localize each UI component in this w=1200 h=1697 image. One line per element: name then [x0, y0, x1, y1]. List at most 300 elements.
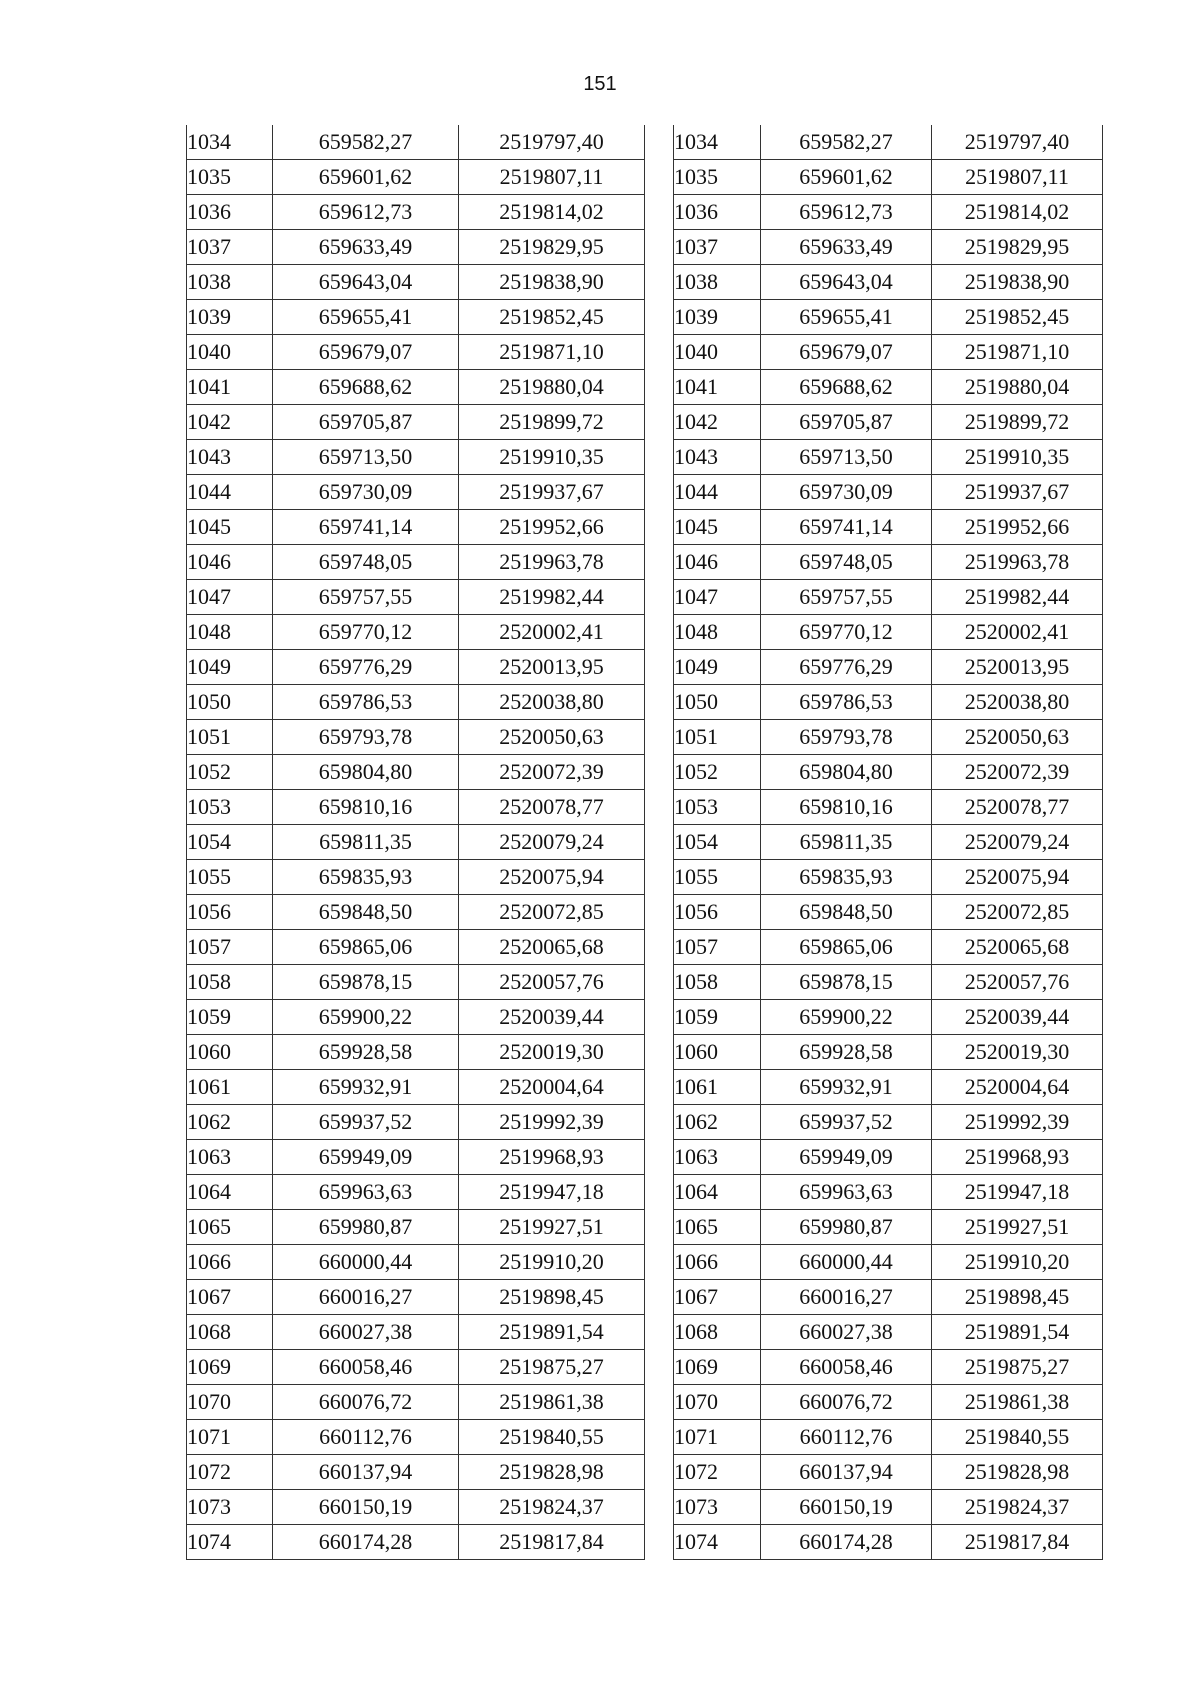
y-coordinate-cell: 2520002,41: [932, 615, 1103, 650]
x-coordinate-cell: 659705,87: [761, 405, 932, 440]
table-row: [187, 615, 645, 650]
x-coordinate-cell: 659900,22: [761, 1000, 932, 1035]
y-coordinate-cell: 2519899,72: [459, 405, 645, 440]
table-row: [187, 1245, 645, 1280]
point-number-cell: 1052: [674, 755, 761, 790]
point-number-cell: 1048: [674, 615, 761, 650]
y-coordinate-cell: 2519840,55: [932, 1420, 1103, 1455]
x-coordinate-cell: 659878,15: [761, 965, 932, 1000]
table-row: [674, 1385, 1103, 1420]
table-row: [674, 1105, 1103, 1140]
point-number-cell: 1056: [187, 895, 273, 930]
y-coordinate-cell: 2519927,51: [459, 1210, 645, 1245]
point-number-cell: 1048: [187, 615, 273, 650]
y-coordinate-cell: 2519982,44: [932, 580, 1103, 615]
point-number-cell: 1058: [187, 965, 273, 1000]
y-coordinate-cell: 2520072,39: [459, 755, 645, 790]
x-coordinate-cell: 659730,09: [273, 475, 459, 510]
table-row: [187, 790, 645, 825]
table-row: [674, 1280, 1103, 1315]
point-number-cell: 1072: [674, 1455, 761, 1490]
table-row: [187, 510, 645, 545]
table-row: [674, 370, 1103, 405]
y-coordinate-cell: 2520057,76: [459, 965, 645, 1000]
point-number-cell: 1070: [187, 1385, 273, 1420]
point-number-cell: 1064: [674, 1175, 761, 1210]
table-row: [674, 440, 1103, 475]
table-row: [674, 1070, 1103, 1105]
y-coordinate-cell: 2520075,94: [932, 860, 1103, 895]
point-number-cell: 1035: [187, 160, 273, 195]
point-number-cell: 1067: [674, 1280, 761, 1315]
x-coordinate-cell: 659748,05: [761, 545, 932, 580]
point-number-cell: 1072: [187, 1455, 273, 1490]
point-number-cell: 1053: [674, 790, 761, 825]
x-coordinate-cell: 660174,28: [761, 1525, 932, 1560]
y-coordinate-cell: 2520078,77: [459, 790, 645, 825]
point-number-cell: 1039: [187, 300, 273, 335]
x-coordinate-cell: 659633,49: [273, 230, 459, 265]
point-number-cell: 1041: [187, 370, 273, 405]
point-number-cell: 1053: [187, 790, 273, 825]
x-coordinate-cell: 659643,04: [273, 265, 459, 300]
y-coordinate-cell: 2520039,44: [932, 1000, 1103, 1035]
x-coordinate-cell: 659770,12: [761, 615, 932, 650]
x-coordinate-cell: 659713,50: [761, 440, 932, 475]
y-coordinate-cell: 2519898,45: [932, 1280, 1103, 1315]
x-coordinate-cell: 659655,41: [761, 300, 932, 335]
y-coordinate-cell: 2519968,93: [459, 1140, 645, 1175]
x-coordinate-cell: 659878,15: [273, 965, 459, 1000]
y-coordinate-cell: 2519829,95: [459, 230, 645, 265]
point-number-cell: 1046: [674, 545, 761, 580]
coordinates-table-right: [673, 125, 1103, 1560]
table-row: [674, 160, 1103, 195]
table-row: [187, 1000, 645, 1035]
y-coordinate-cell: 2519838,90: [932, 265, 1103, 300]
table-row: [187, 160, 645, 195]
x-coordinate-cell: 659980,87: [273, 1210, 459, 1245]
point-number-cell: 1069: [674, 1350, 761, 1385]
y-coordinate-cell: 2519814,02: [459, 195, 645, 230]
x-coordinate-cell: 659741,14: [761, 510, 932, 545]
x-coordinate-cell: 660000,44: [273, 1245, 459, 1280]
y-coordinate-cell: 2520004,64: [459, 1070, 645, 1105]
y-coordinate-cell: 2520072,39: [932, 755, 1103, 790]
point-number-cell: 1049: [187, 650, 273, 685]
table-row: [187, 1455, 645, 1490]
x-coordinate-cell: 659865,06: [273, 930, 459, 965]
y-coordinate-cell: 2520019,30: [932, 1035, 1103, 1070]
table-row: [187, 265, 645, 300]
coordinates-table-left: [186, 125, 645, 1560]
table-row: [674, 1525, 1103, 1560]
x-coordinate-cell: 659848,50: [761, 895, 932, 930]
y-coordinate-cell: 2519840,55: [459, 1420, 645, 1455]
x-coordinate-cell: 659928,58: [273, 1035, 459, 1070]
y-coordinate-cell: 2519852,45: [932, 300, 1103, 335]
y-coordinate-cell: 2519910,20: [459, 1245, 645, 1280]
point-number-cell: 1039: [674, 300, 761, 335]
x-coordinate-cell: 659601,62: [273, 160, 459, 195]
x-coordinate-cell: 659705,87: [273, 405, 459, 440]
point-number-cell: 1043: [674, 440, 761, 475]
point-number-cell: 1051: [187, 720, 273, 755]
y-coordinate-cell: 2519824,37: [932, 1490, 1103, 1525]
point-number-cell: 1057: [187, 930, 273, 965]
y-coordinate-cell: 2519824,37: [459, 1490, 645, 1525]
point-number-cell: 1047: [187, 580, 273, 615]
point-number-cell: 1070: [674, 1385, 761, 1420]
table-row: [187, 440, 645, 475]
page-number: 151: [583, 73, 617, 95]
x-coordinate-cell: 659679,07: [761, 335, 932, 370]
x-coordinate-cell: 659963,63: [761, 1175, 932, 1210]
table-row: [674, 265, 1103, 300]
point-number-cell: 1062: [187, 1105, 273, 1140]
y-coordinate-cell: 2519880,04: [459, 370, 645, 405]
x-coordinate-cell: 659835,93: [761, 860, 932, 895]
table-row: [187, 1140, 645, 1175]
y-coordinate-cell: 2519797,40: [932, 125, 1103, 160]
table-row: [187, 1385, 645, 1420]
x-coordinate-cell: 659848,50: [273, 895, 459, 930]
y-coordinate-cell: 2520038,80: [459, 685, 645, 720]
x-coordinate-cell: 659793,78: [761, 720, 932, 755]
table-row: [187, 650, 645, 685]
y-coordinate-cell: 2519992,39: [459, 1105, 645, 1140]
y-coordinate-cell: 2519797,40: [459, 125, 645, 160]
table-row: [187, 1350, 645, 1385]
point-number-cell: 1059: [187, 1000, 273, 1035]
table-row: [674, 860, 1103, 895]
table-row: [187, 545, 645, 580]
x-coordinate-cell: 659757,55: [761, 580, 932, 615]
table-row: [674, 1490, 1103, 1525]
table-row: [187, 755, 645, 790]
x-coordinate-cell: 659582,27: [761, 125, 932, 160]
point-number-cell: 1054: [187, 825, 273, 860]
x-coordinate-cell: 659865,06: [761, 930, 932, 965]
x-coordinate-cell: 659937,52: [273, 1105, 459, 1140]
y-coordinate-cell: 2519817,84: [459, 1525, 645, 1560]
point-number-cell: 1061: [187, 1070, 273, 1105]
x-coordinate-cell: 659804,80: [273, 755, 459, 790]
point-number-cell: 1049: [674, 650, 761, 685]
x-coordinate-cell: 659810,16: [273, 790, 459, 825]
table-row: [674, 1035, 1103, 1070]
table-row: [187, 1315, 645, 1350]
table-row: [674, 965, 1103, 1000]
point-number-cell: 1041: [674, 370, 761, 405]
table-row: [674, 1315, 1103, 1350]
x-coordinate-cell: 659776,29: [273, 650, 459, 685]
point-number-cell: 1054: [674, 825, 761, 860]
point-number-cell: 1071: [187, 1420, 273, 1455]
y-coordinate-cell: 2519828,98: [459, 1455, 645, 1490]
point-number-cell: 1037: [187, 230, 273, 265]
y-coordinate-cell: 2519807,11: [932, 160, 1103, 195]
point-number-cell: 1059: [674, 1000, 761, 1035]
y-coordinate-cell: 2519817,84: [932, 1525, 1103, 1560]
x-coordinate-cell: 659713,50: [273, 440, 459, 475]
table-row: [674, 545, 1103, 580]
x-coordinate-cell: 659949,09: [273, 1140, 459, 1175]
table-row: [187, 1070, 645, 1105]
point-number-cell: 1064: [187, 1175, 273, 1210]
x-coordinate-cell: 659980,87: [761, 1210, 932, 1245]
x-coordinate-cell: 660016,27: [761, 1280, 932, 1315]
table-row: [187, 475, 645, 510]
point-number-cell: 1063: [187, 1140, 273, 1175]
y-coordinate-cell: 2520079,24: [932, 825, 1103, 860]
table-row: [674, 125, 1103, 160]
y-coordinate-cell: 2519880,04: [932, 370, 1103, 405]
table-row: [674, 510, 1103, 545]
y-coordinate-cell: 2519963,78: [459, 545, 645, 580]
x-coordinate-cell: 659811,35: [273, 825, 459, 860]
y-coordinate-cell: 2520013,95: [932, 650, 1103, 685]
table-row: [674, 755, 1103, 790]
x-coordinate-cell: 659900,22: [273, 1000, 459, 1035]
y-coordinate-cell: 2520078,77: [932, 790, 1103, 825]
x-coordinate-cell: 660150,19: [761, 1490, 932, 1525]
point-number-cell: 1050: [674, 685, 761, 720]
table-row: [674, 1210, 1103, 1245]
point-number-cell: 1074: [187, 1525, 273, 1560]
point-number-cell: 1045: [674, 510, 761, 545]
x-coordinate-cell: 660076,72: [761, 1385, 932, 1420]
point-number-cell: 1042: [187, 405, 273, 440]
point-number-cell: 1035: [674, 160, 761, 195]
coordinates-table-left-body: [187, 125, 645, 1560]
x-coordinate-cell: 659582,27: [273, 125, 459, 160]
table-row: [674, 405, 1103, 440]
point-number-cell: 1073: [674, 1490, 761, 1525]
y-coordinate-cell: 2519891,54: [932, 1315, 1103, 1350]
table-row: [674, 1175, 1103, 1210]
x-coordinate-cell: 659786,53: [761, 685, 932, 720]
x-coordinate-cell: 660058,46: [273, 1350, 459, 1385]
x-coordinate-cell: 659937,52: [761, 1105, 932, 1140]
table-row: [674, 1140, 1103, 1175]
x-coordinate-cell: 660058,46: [761, 1350, 932, 1385]
table-row: [674, 475, 1103, 510]
point-number-cell: 1037: [674, 230, 761, 265]
point-number-cell: 1055: [674, 860, 761, 895]
y-coordinate-cell: 2519899,72: [932, 405, 1103, 440]
y-coordinate-cell: 2520002,41: [459, 615, 645, 650]
y-coordinate-cell: 2520039,44: [459, 1000, 645, 1035]
point-number-cell: 1058: [674, 965, 761, 1000]
y-coordinate-cell: 2519814,02: [932, 195, 1103, 230]
point-number-cell: 1056: [674, 895, 761, 930]
table-row: [187, 895, 645, 930]
table-row: [187, 230, 645, 265]
y-coordinate-cell: 2519952,66: [459, 510, 645, 545]
table-row: [187, 300, 645, 335]
table-row: [187, 1105, 645, 1140]
point-number-cell: 1068: [187, 1315, 273, 1350]
y-coordinate-cell: 2519982,44: [459, 580, 645, 615]
point-number-cell: 1044: [674, 475, 761, 510]
point-number-cell: 1065: [674, 1210, 761, 1245]
point-number-cell: 1066: [187, 1245, 273, 1280]
x-coordinate-cell: 659757,55: [273, 580, 459, 615]
point-number-cell: 1067: [187, 1280, 273, 1315]
table-row: [674, 1455, 1103, 1490]
y-coordinate-cell: 2519992,39: [932, 1105, 1103, 1140]
x-coordinate-cell: 659601,62: [761, 160, 932, 195]
point-number-cell: 1038: [187, 265, 273, 300]
x-coordinate-cell: 659811,35: [761, 825, 932, 860]
x-coordinate-cell: 660000,44: [761, 1245, 932, 1280]
y-coordinate-cell: 2520075,94: [459, 860, 645, 895]
y-coordinate-cell: 2519829,95: [932, 230, 1103, 265]
y-coordinate-cell: 2519963,78: [932, 545, 1103, 580]
y-coordinate-cell: 2519861,38: [459, 1385, 645, 1420]
table-row: [187, 335, 645, 370]
point-number-cell: 1074: [674, 1525, 761, 1560]
y-coordinate-cell: 2519952,66: [932, 510, 1103, 545]
y-coordinate-cell: 2519910,35: [932, 440, 1103, 475]
y-coordinate-cell: 2520079,24: [459, 825, 645, 860]
x-coordinate-cell: 659932,91: [273, 1070, 459, 1105]
table-row: [187, 405, 645, 440]
y-coordinate-cell: 2519807,11: [459, 160, 645, 195]
table-row: [187, 125, 645, 160]
y-coordinate-cell: 2519875,27: [459, 1350, 645, 1385]
y-coordinate-cell: 2519891,54: [459, 1315, 645, 1350]
point-number-cell: 1066: [674, 1245, 761, 1280]
table-row: [187, 1490, 645, 1525]
coordinates-table-right-body: [674, 125, 1103, 1560]
point-number-cell: 1060: [187, 1035, 273, 1070]
point-number-cell: 1065: [187, 1210, 273, 1245]
table-row: [187, 1175, 645, 1210]
table-row: [674, 300, 1103, 335]
x-coordinate-cell: 660076,72: [273, 1385, 459, 1420]
point-number-cell: 1060: [674, 1035, 761, 1070]
x-coordinate-cell: 659748,05: [273, 545, 459, 580]
table-row: [674, 1000, 1103, 1035]
y-coordinate-cell: 2520038,80: [932, 685, 1103, 720]
point-number-cell: 1034: [187, 125, 273, 160]
point-number-cell: 1055: [187, 860, 273, 895]
table-row: [674, 930, 1103, 965]
table-row: [674, 1420, 1103, 1455]
y-coordinate-cell: 2519968,93: [932, 1140, 1103, 1175]
y-coordinate-cell: 2519947,18: [932, 1175, 1103, 1210]
y-coordinate-cell: 2519828,98: [932, 1455, 1103, 1490]
x-coordinate-cell: 659793,78: [273, 720, 459, 755]
y-coordinate-cell: 2520050,63: [459, 720, 645, 755]
x-coordinate-cell: 659730,09: [761, 475, 932, 510]
x-coordinate-cell: 660137,94: [761, 1455, 932, 1490]
x-coordinate-cell: 659688,62: [273, 370, 459, 405]
y-coordinate-cell: 2519937,67: [459, 475, 645, 510]
y-coordinate-cell: 2519898,45: [459, 1280, 645, 1315]
point-number-cell: 1057: [674, 930, 761, 965]
table-row: [187, 1035, 645, 1070]
y-coordinate-cell: 2519838,90: [459, 265, 645, 300]
point-number-cell: 1061: [674, 1070, 761, 1105]
table-row: [187, 685, 645, 720]
table-row: [187, 720, 645, 755]
x-coordinate-cell: 660112,76: [273, 1420, 459, 1455]
table-row: [674, 230, 1103, 265]
y-coordinate-cell: 2519937,67: [932, 475, 1103, 510]
x-coordinate-cell: 659612,73: [761, 195, 932, 230]
x-coordinate-cell: 660150,19: [273, 1490, 459, 1525]
x-coordinate-cell: 659679,07: [273, 335, 459, 370]
y-coordinate-cell: 2520050,63: [932, 720, 1103, 755]
point-number-cell: 1044: [187, 475, 273, 510]
table-row: [674, 195, 1103, 230]
point-number-cell: 1043: [187, 440, 273, 475]
point-number-cell: 1073: [187, 1490, 273, 1525]
table-row: [674, 895, 1103, 930]
x-coordinate-cell: 659786,53: [273, 685, 459, 720]
table-row: [187, 930, 645, 965]
table-row: [187, 370, 645, 405]
x-coordinate-cell: 659643,04: [761, 265, 932, 300]
table-row: [674, 1245, 1103, 1280]
table-row: [674, 790, 1103, 825]
x-coordinate-cell: 660027,38: [273, 1315, 459, 1350]
point-number-cell: 1045: [187, 510, 273, 545]
point-number-cell: 1062: [674, 1105, 761, 1140]
table-row: [187, 860, 645, 895]
x-coordinate-cell: 659776,29: [761, 650, 932, 685]
point-number-cell: 1050: [187, 685, 273, 720]
x-coordinate-cell: 660027,38: [761, 1315, 932, 1350]
y-coordinate-cell: 2520004,64: [932, 1070, 1103, 1105]
table-row: [674, 1350, 1103, 1385]
x-coordinate-cell: 659612,73: [273, 195, 459, 230]
point-number-cell: 1040: [187, 335, 273, 370]
table-row: [674, 825, 1103, 860]
y-coordinate-cell: 2519875,27: [932, 1350, 1103, 1385]
point-number-cell: 1034: [674, 125, 761, 160]
x-coordinate-cell: 659655,41: [273, 300, 459, 335]
point-number-cell: 1040: [674, 335, 761, 370]
table-row: [187, 965, 645, 1000]
table-row: [674, 615, 1103, 650]
x-coordinate-cell: 659932,91: [761, 1070, 932, 1105]
table-row: [674, 685, 1103, 720]
y-coordinate-cell: 2520072,85: [932, 895, 1103, 930]
x-coordinate-cell: 659688,62: [761, 370, 932, 405]
point-number-cell: 1051: [674, 720, 761, 755]
x-coordinate-cell: 660137,94: [273, 1455, 459, 1490]
x-coordinate-cell: 659835,93: [273, 860, 459, 895]
point-number-cell: 1046: [187, 545, 273, 580]
y-coordinate-cell: 2519852,45: [459, 300, 645, 335]
point-number-cell: 1069: [187, 1350, 273, 1385]
y-coordinate-cell: 2520072,85: [459, 895, 645, 930]
y-coordinate-cell: 2519910,35: [459, 440, 645, 475]
table-row: [674, 580, 1103, 615]
table-row: [187, 580, 645, 615]
point-number-cell: 1036: [187, 195, 273, 230]
y-coordinate-cell: 2520013,95: [459, 650, 645, 685]
table-row: [674, 650, 1103, 685]
x-coordinate-cell: 659963,63: [273, 1175, 459, 1210]
x-coordinate-cell: 660016,27: [273, 1280, 459, 1315]
x-coordinate-cell: 659633,49: [761, 230, 932, 265]
table-row: [674, 335, 1103, 370]
